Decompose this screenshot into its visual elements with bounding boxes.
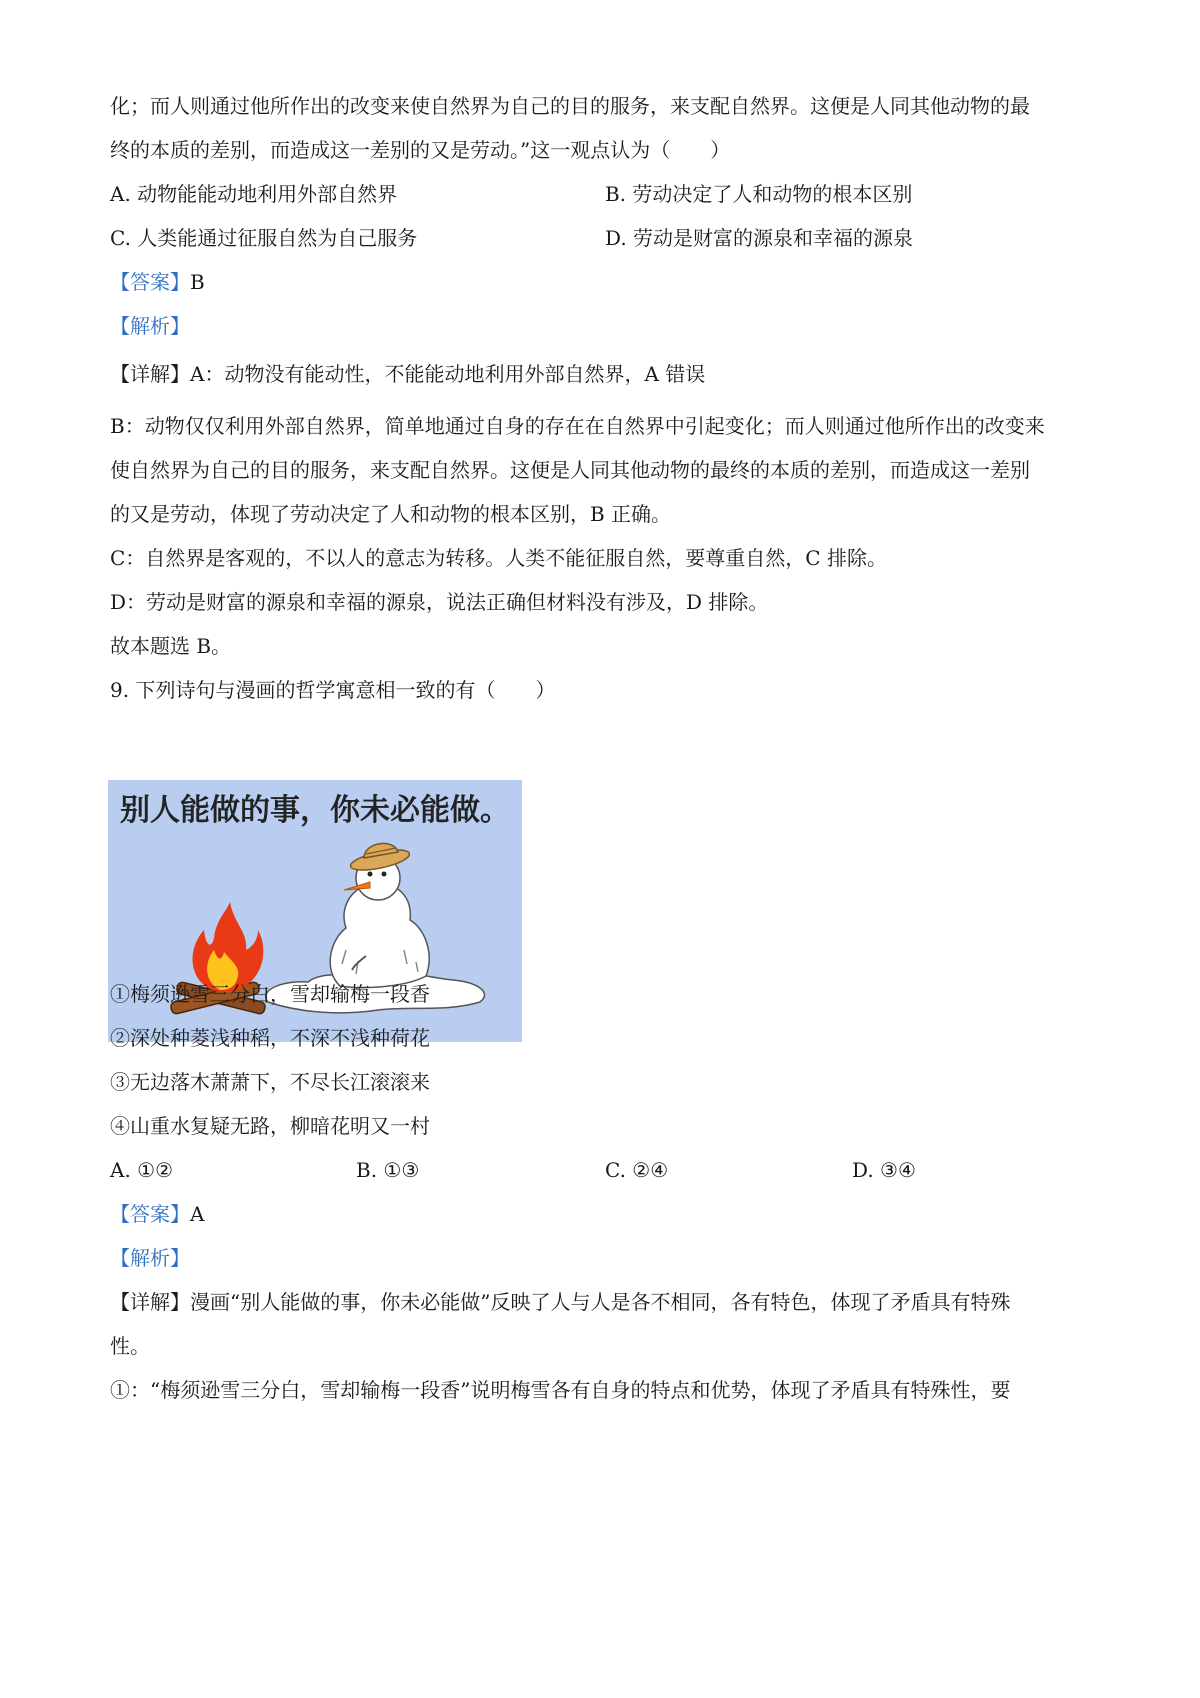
q8-analysis-tag: 【解析】 (110, 314, 190, 338)
q9-option-a: A. ①② (110, 1158, 174, 1182)
q9-item-1: ①梅须逊雪三分白，雪却输梅一段香 (110, 982, 430, 1006)
q9-answer-tag: 【答案】 (110, 1202, 190, 1226)
q9-stem: 9. 下列诗句与漫画的哲学寓意相一致的有（ ） (110, 678, 556, 702)
q8-analysis-heading (110, 312, 1100, 340)
q8-detail-d: D：劳动是财富的源泉和幸福的源泉，说法正确但材料没有涉及，D 排除。 (110, 590, 769, 614)
q9-detail-tag: 【详解】 (110, 1290, 190, 1314)
q9-detail-line-2: 性。 (110, 1334, 150, 1358)
q8-detail-b-line-3: 的又是劳动，体现了劳动决定了人和动物的根本区别，B 正确。 (110, 502, 672, 526)
q9-option-b: B. ①③ (356, 1158, 420, 1182)
q8-detail-a (110, 360, 1100, 388)
snowman-eye-right (382, 872, 387, 877)
q8-stem-line-2: 终的本质的差别，而造成这一差别的又是劳动。”这一观点认为（ ） (110, 138, 731, 162)
q9-analysis-heading (110, 1244, 1100, 1272)
q8-option-b: B. 劳动决定了人和动物的根本区别 (605, 182, 913, 206)
q8-detail-b-line-2: 使自然界为自己的目的服务，来支配自然界。这便是人同其他动物的最终的本质的差别，而造成这一差别 (110, 458, 1030, 482)
q9-item-4: ④山重水复疑无路，柳暗花明又一村 (110, 1114, 430, 1138)
q8-option-c: C. 人类能通过征服自然为自己服务 (110, 226, 418, 250)
q8-option-a: A. 动物能能动地利用外部自然界 (110, 182, 398, 206)
q9-detail-line-3: ①：“梅须逊雪三分白，雪却输梅一段香”说明梅雪各有自身的特点和优势，体现了矛盾具有特殊性，要 (110, 1378, 1011, 1402)
q8-answer-value: B (190, 270, 205, 294)
q8-detail-a-text: A：动物没有能动性，不能能动地利用外部自然界，A 错误 (190, 362, 706, 386)
q9-analysis-tag: 【解析】 (110, 1246, 190, 1270)
q9-detail-1a: 漫画“别人能做的事，你未必能做”反映了人与人是各不相同，各有特色，体现了矛盾具有特殊 (190, 1290, 1011, 1314)
q8-detail-b-line-1: B：动物仅仅利用外部自然界，简单地通过自身的存在在自然界中引起变化；而人则通过他所作出的改变来 (110, 414, 1045, 438)
q9-item-2: ②深处种菱浅种稻，不深不浅种荷花 (110, 1026, 430, 1050)
cartoon-caption: 别人能做的事，你未必能做。 (120, 793, 510, 828)
q9-answer (110, 1200, 1100, 1228)
q8-detail-tag: 【详解】 (110, 362, 190, 386)
snowman-eye-left (368, 872, 373, 877)
q8-option-d: D. 劳动是财富的源泉和幸福的源泉 (605, 226, 914, 250)
q8-answer (110, 268, 1100, 296)
q9-item-3: ③无边落木萧萧下，不尽长江滚滚来 (110, 1070, 430, 1094)
q8-stem-line-1: 化；而人则通过他所作出的改变来使自然界为自己的目的服务，来支配自然界。这便是人同其他动物的最 (110, 94, 1030, 118)
q9-detail-line-1 (110, 1288, 1100, 1316)
q8-answer-tag: 【答案】 (110, 270, 190, 294)
q9-option-d: D. ③④ (852, 1158, 916, 1182)
q9-answer-value: A (190, 1202, 205, 1226)
q9-option-c: C. ②④ (605, 1158, 669, 1182)
q8-detail-c: C：自然界是客观的，不以人的意志为转移。人类不能征服自然，要尊重自然，C 排除。 (110, 546, 887, 570)
q8-conclusion: 故本题选 B。 (110, 634, 232, 658)
